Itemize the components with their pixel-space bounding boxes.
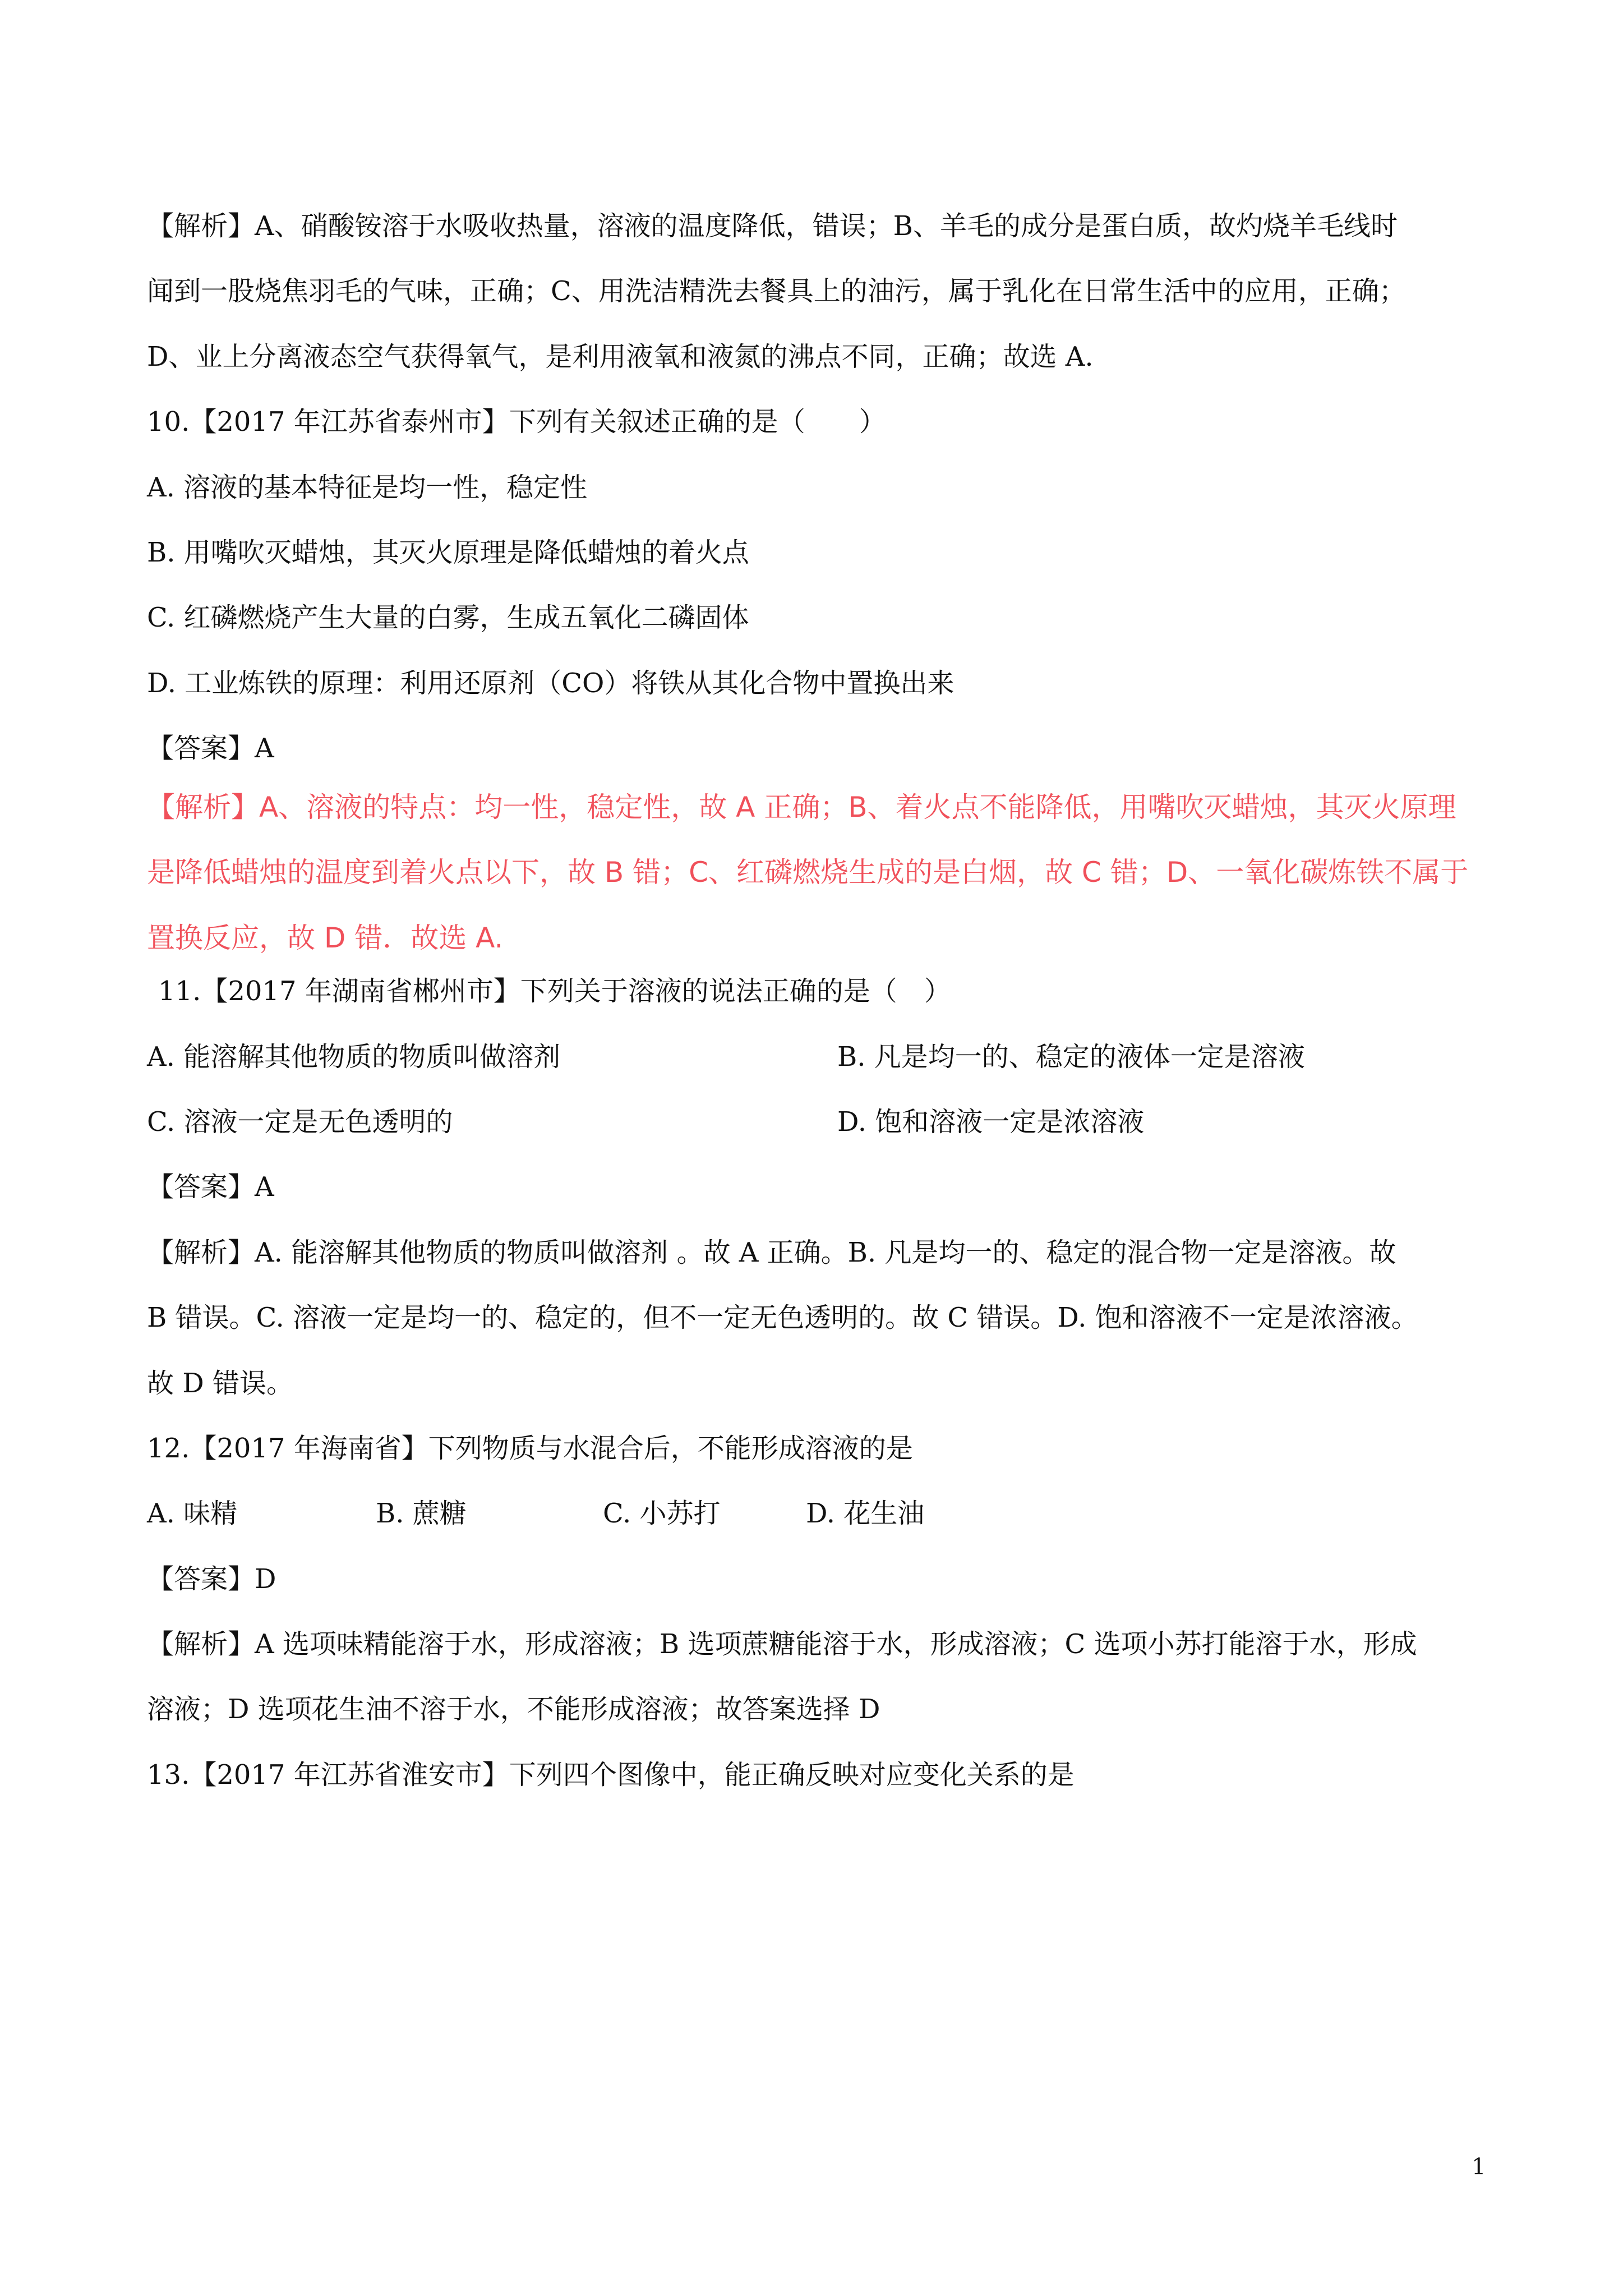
question-10-answer: 【答案】A — [147, 733, 274, 764]
question-10-analysis-line-2: 是降低蜡烛的温度到着火点以下，故 B 错；C、红磷燃烧生成的是白烟，故 C 错；D、一氧化碳炼铁不属于 — [147, 856, 1469, 889]
page-number: 1 — [1472, 2154, 1486, 2180]
question-10-analysis-line-1: 【解析】A、溶液的特点：均一性，稳定性，故 A 正确；B、着火点不能降低，用嘴吹灭蜡烛，其灭火原理 — [147, 791, 1456, 823]
question-10-option-c: C. 红磷燃烧产生大量的白雾，生成五氧化二磷固体 — [147, 602, 749, 633]
question-11-option-b: B. 凡是均一的、稳定的液体一定是溶液 — [837, 1041, 1305, 1073]
question-13-stem: 13.【2017 年江苏省淮安市】下列四个图像中，能正确反映对应变化关系的是 — [147, 1759, 1075, 1791]
question-10-option-b: B. 用嘴吹灭蜡烛，其灭火原理是降低蜡烛的着火点 — [147, 537, 749, 568]
question-10-stem: 10.【2017 年江苏省泰州市】下列有关叙述正确的是（ ） — [147, 406, 886, 438]
analysis-9-line-2: 闻到一股烧焦羽毛的气味，正确；C、用洗洁精洗去餐具上的油污，属于乳化在日常生活中的应用，正确； — [147, 275, 1406, 307]
question-11-analysis-line-2: B 错误。C. 溶液一定是均一的、稳定的，但不一定无色透明的。故 C 错误。D. 饱和溶液不一定是浓溶液。 — [147, 1302, 1418, 1333]
question-11-stem: 11.【2017 年湖南省郴州市】下列关于溶液的说法正确的是（ ） — [158, 976, 951, 1007]
question-10-analysis-line-3: 置换反应，故 D 错．故选 A. — [147, 922, 504, 954]
question-11-answer: 【答案】A — [147, 1171, 274, 1203]
analysis-9-line-1: 【解析】A、硝酸铵溶于水吸收热量，溶液的温度降低，错误；B、羊毛的成分是蛋白质，故灼烧羊毛线时 — [147, 210, 1398, 242]
question-12-option-c: C. 小苏打 — [603, 1498, 721, 1529]
question-11-option-c: C. 溶液一定是无色透明的 — [147, 1106, 453, 1138]
question-12-option-d: D. 花生油 — [806, 1498, 925, 1529]
question-10-option-d: D. 工业炼铁的原理：利用还原剂（CO）将铁从其化合物中置换出来 — [147, 668, 955, 699]
question-12-analysis-line-1: 【解析】A 选项味精能溶于水，形成溶液；B 选项蔗糖能溶于水，形成溶液；C 选项小苏打能溶于水，形成 — [147, 1628, 1417, 1660]
question-11-analysis-line-1: 【解析】A. 能溶解其他物质的物质叫做溶剂 。故 A 正确。B. 凡是均一的、稳定的混合物一定是溶液。故 — [147, 1237, 1396, 1268]
question-12-answer: 【答案】D — [147, 1563, 276, 1595]
question-11-option-a: A. 能溶解其他物质的物质叫做溶剂 — [147, 1041, 561, 1073]
question-11-option-d: D. 饱和溶液一定是浓溶液 — [837, 1106, 1145, 1138]
question-12-stem: 12.【2017 年海南省】下列物质与水混合后，不能形成溶液的是 — [147, 1433, 913, 1464]
question-12-option-b: B. 蔗糖 — [376, 1498, 467, 1529]
question-10-option-a: A. 溶液的基本特征是均一性，稳定性 — [147, 472, 588, 503]
question-12-analysis-line-2: 溶液；D 选项花生油不溶于水，不能形成溶液；故答案选择 D — [147, 1694, 880, 1725]
question-12-option-a: A. 味精 — [147, 1498, 238, 1529]
question-11-analysis-line-3: 故 D 错误。 — [147, 1368, 294, 1399]
analysis-9-line-3: D、业上分离液态空气获得氧气，是利用液氧和液氮的沸点不同，正确；故选 A. — [147, 341, 1094, 372]
